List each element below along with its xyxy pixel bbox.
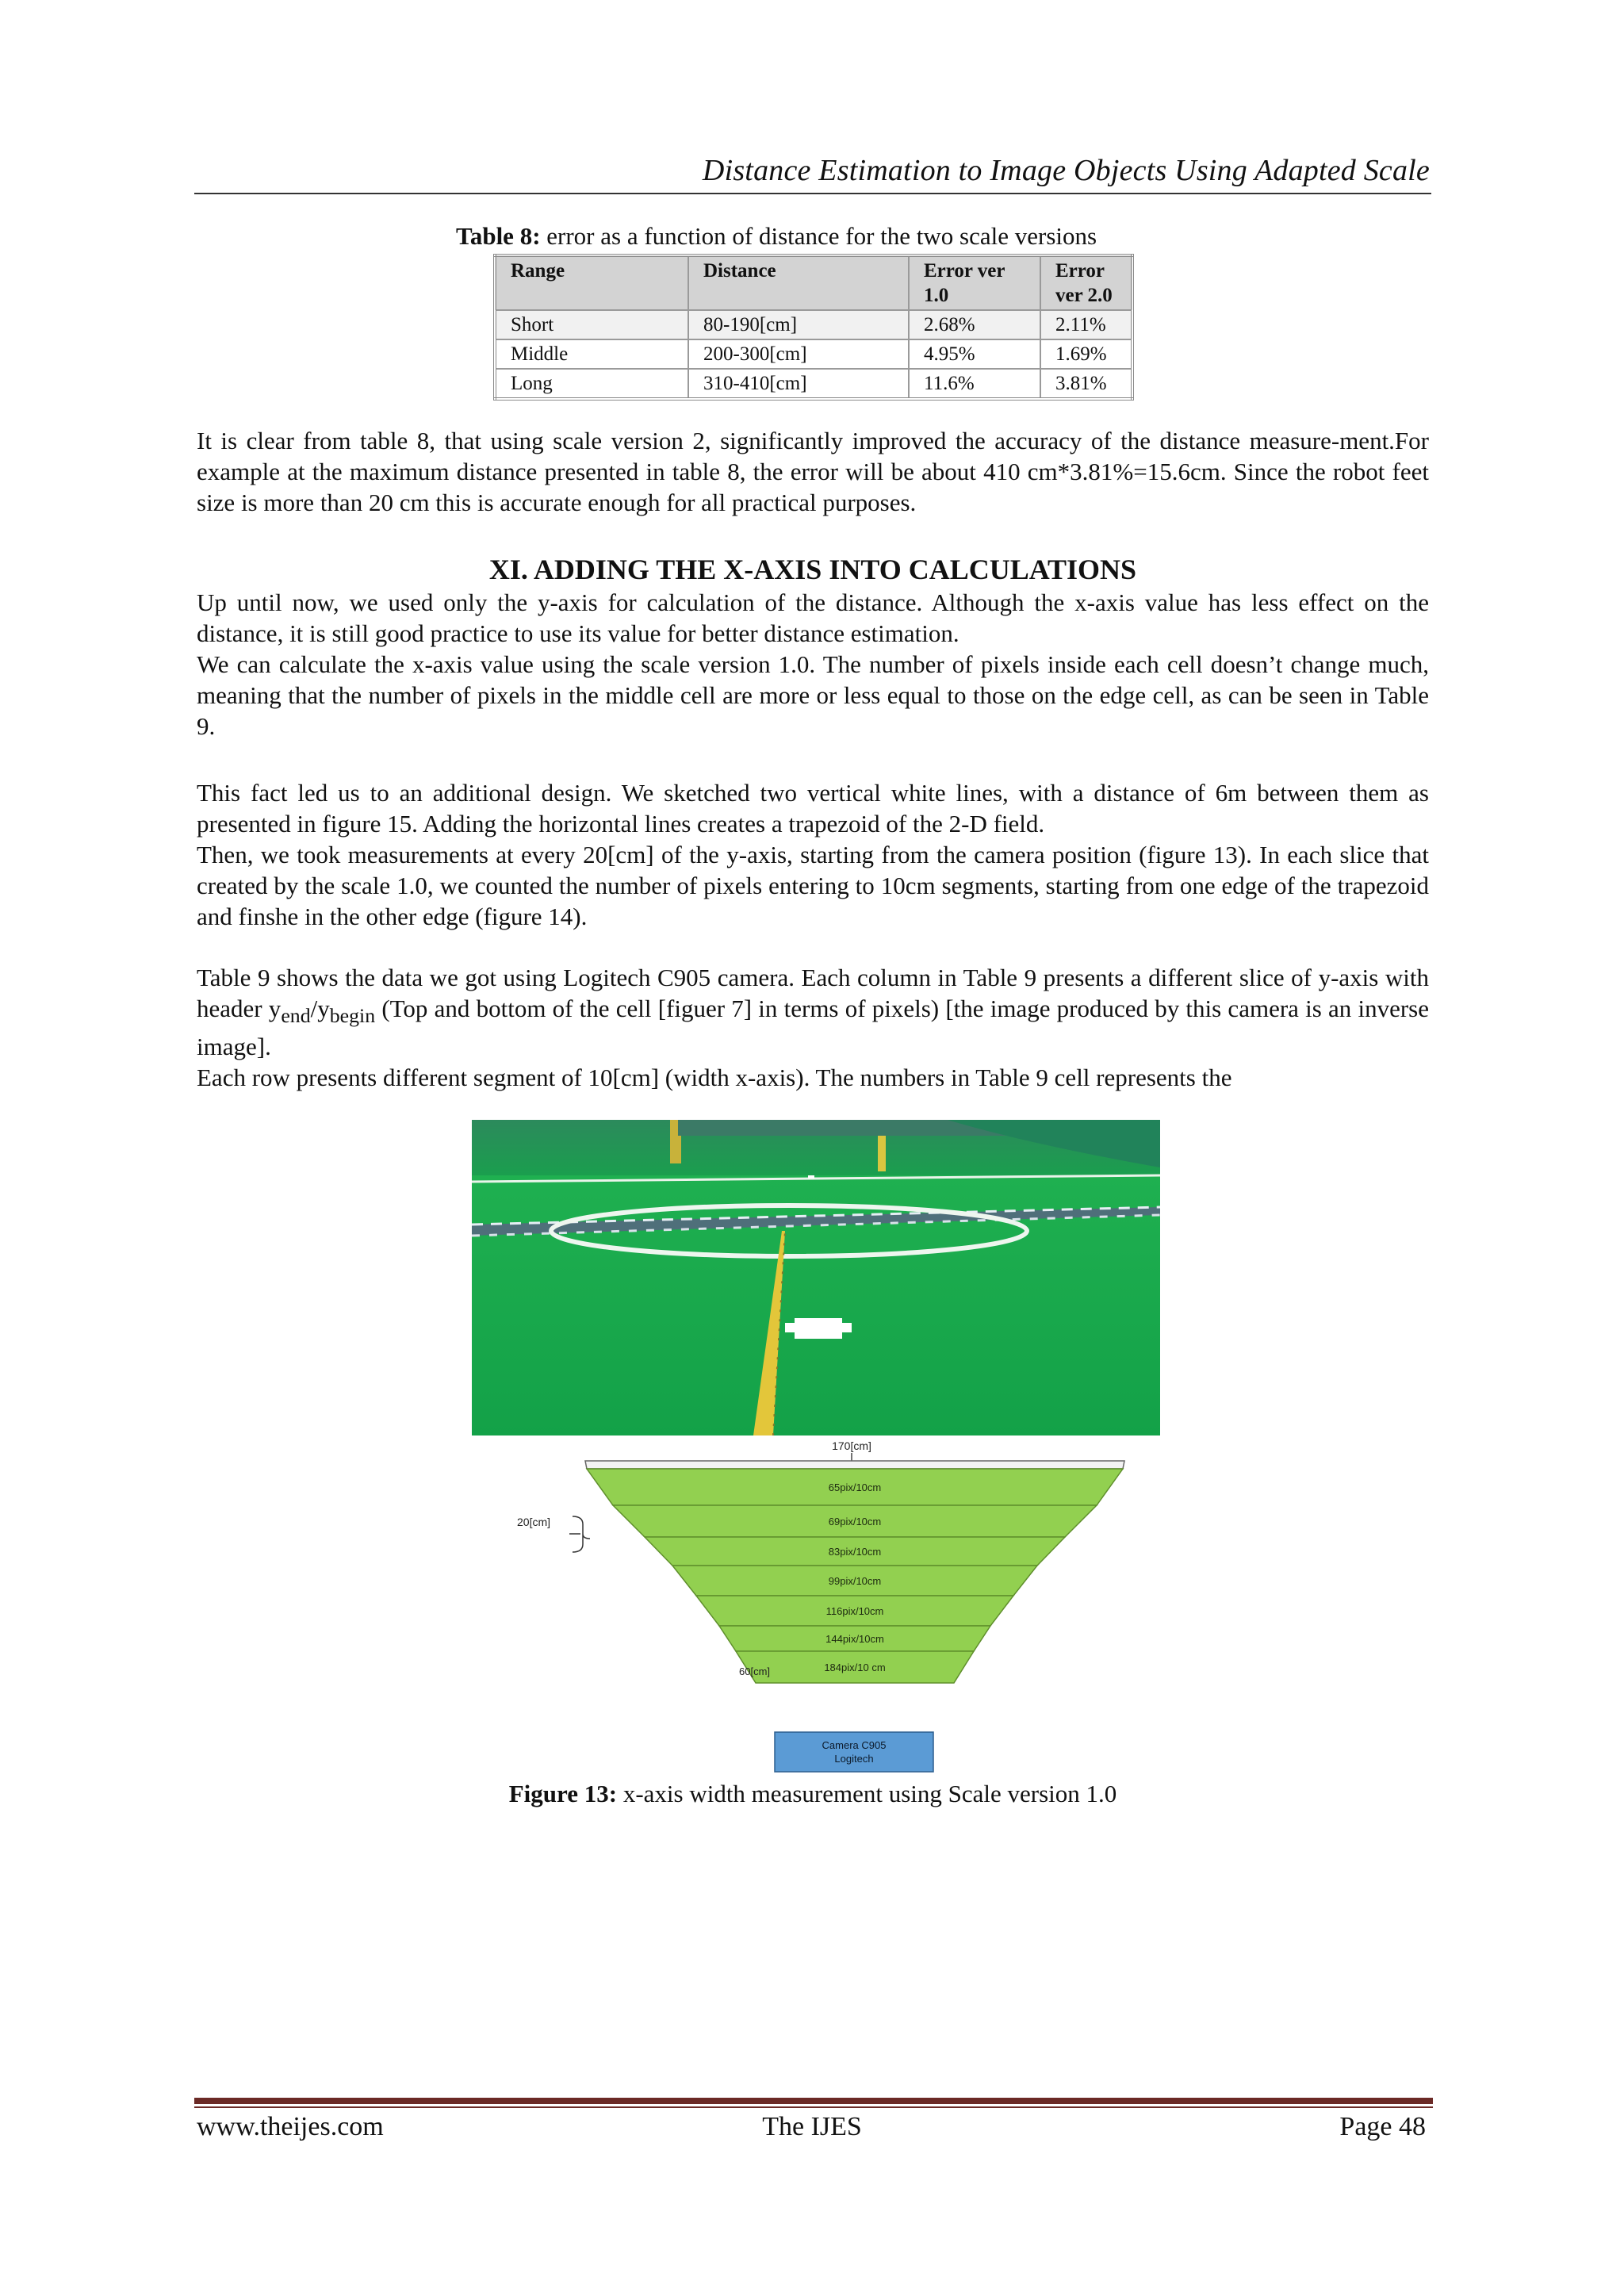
paragraph-text: It is clear from table 8, that using scale version 2, significantly improved the accuracy of the distance measure-ment.For example at the maximum distance presented in table 8, the error will be about 410 cm*3.81%=15.6cm. Since the robot feet size is more than 20 cm this is accurate enough for all practical purposes. [197,427,1429,516]
table-cell: 80-190[cm] [688,310,909,339]
header-rule [194,193,1431,194]
section-title: XI. ADDING THE X-AXIS INTO CALCULATIONS [488,554,1137,585]
footer-journal: The IJES [762,2112,862,2141]
footer-rule-thin [194,2106,1433,2108]
camera-label-line1: Camera C905 [822,1739,887,1751]
paragraph-text: Up until now, we used only the y-axis for calculation of the distance. Although the x-axis value has less effect on the distance, it is still good practice to use its value for better distance estimation. [197,588,1429,647]
table-cell: 200-300[cm] [688,339,909,369]
camera-label-line2: Logitech [834,1753,874,1765]
running-header: Distance Estimation to Image Objects Using Adapted Scale [702,154,1430,187]
field-photo-illustration [472,1120,1160,1435]
text-run: Table 9 shows the data we got using Logitech C905 camera. Each column in Table 9 presents a different slice of y-axis with header y [197,964,1429,1022]
paragraph-table9-description [197,962,1429,1093]
table-cell: 2.11% [1040,310,1132,339]
side-width-label: 20[cm] [517,1516,551,1528]
band-label: 144pix/10cm [825,1633,884,1645]
paragraph-text: Then, we took measurements at every 20[cm] of the y-axis, starting from the camera position (figure 13). In each slice that created by the scale 1.0, we counted the number of pixels entering to 10cm segments, starting from one edge of the trapezoid and finshe in the other edge (figure 14). [197,841,1429,930]
table-cell: 11.6% [909,369,1040,399]
figure-13-caption [197,1780,1429,1808]
paragraph-design [197,777,1429,932]
table-row [495,339,1132,369]
top-width-label: 170[cm] [832,1439,871,1452]
paragraph-text: This fact led us to an additional design. We sketched two vertical white lines, with a distance of 6m between them as presented in figure 15. Adding the horizontal lines creates a trapezoid of the 2-D field. [197,779,1429,838]
band-label: 99pix/10cm [828,1575,882,1587]
band-label: 184pix/10 cm [824,1662,886,1673]
inner-width-label: 60[cm] [739,1665,771,1677]
paragraph-text: Each row presents different segment of 10[cm] (width x-axis). The numbers in Table 9 cell represents the [197,1064,1232,1092]
band-label: 116pix/10cm [825,1605,884,1617]
field-photo [472,1120,1160,1435]
table-header-range: Range [495,255,688,310]
footer-rule-thick [194,2098,1433,2104]
footer-website: www.theijes.com [197,2112,384,2141]
paragraph-x-axis-intro [197,587,1429,742]
table-8 [493,254,1134,401]
table-header-error-v2: Error ver 2.0 [1040,255,1132,310]
table-cell: 4.95% [909,339,1040,369]
table-8-caption [456,222,1097,251]
table-row [495,369,1132,399]
camera-box [775,1732,933,1772]
table-8-caption-text: error as a function of distance for the two scale versions [540,222,1097,250]
table-header-distance: Distance [688,255,909,310]
table-header-error-v1: Error ver 1.0 [909,255,1040,310]
paragraph-text: We can calculate the x-axis value using the scale version 1.0. The number of pixels inside each cell doesn’t change much, meaning that the number of pixels in the middle cell are more or less equal to those on the edge cell, as can be seen in Table 9. [197,650,1429,740]
subscript-end: end [281,1004,311,1028]
table-cell: 2.68% [909,310,1040,339]
trapezoid-bands [587,1469,1123,1683]
table-row [495,310,1132,339]
figure-13-caption-label: Figure 13: [508,1780,618,1807]
table-cell: Middle [495,339,688,369]
table-cell: 310-410[cm] [688,369,909,399]
table-cell: 1.69% [1040,339,1132,369]
table-cell: Short [495,310,688,339]
table-cell: 3.81% [1040,369,1132,399]
band-label: 69pix/10cm [828,1516,882,1527]
text-run: (Top and bottom of the cell [figuer 7] in terms of pixels) [the image produced by this camera is an inverse image]. [197,995,1429,1061]
paragraph-text [197,962,1429,1062]
band-label: 83pix/10cm [828,1546,882,1558]
figure-13-caption-text: x-axis width measurement using Scale version 1.0 [617,1780,1117,1807]
footer-page-number: Page 48 [1339,2112,1426,2141]
paragraph-table8-discussion [197,425,1429,518]
trapezoid-diagram [492,1437,1142,1778]
table-cell: Long [495,369,688,399]
band-label: 65pix/10cm [828,1481,882,1493]
figure-13-diagram [492,1437,1142,1778]
subscript-begin: begin [329,1004,376,1028]
table-8-caption-label: Table 8: [456,222,541,250]
text-run: /y [310,995,330,1022]
